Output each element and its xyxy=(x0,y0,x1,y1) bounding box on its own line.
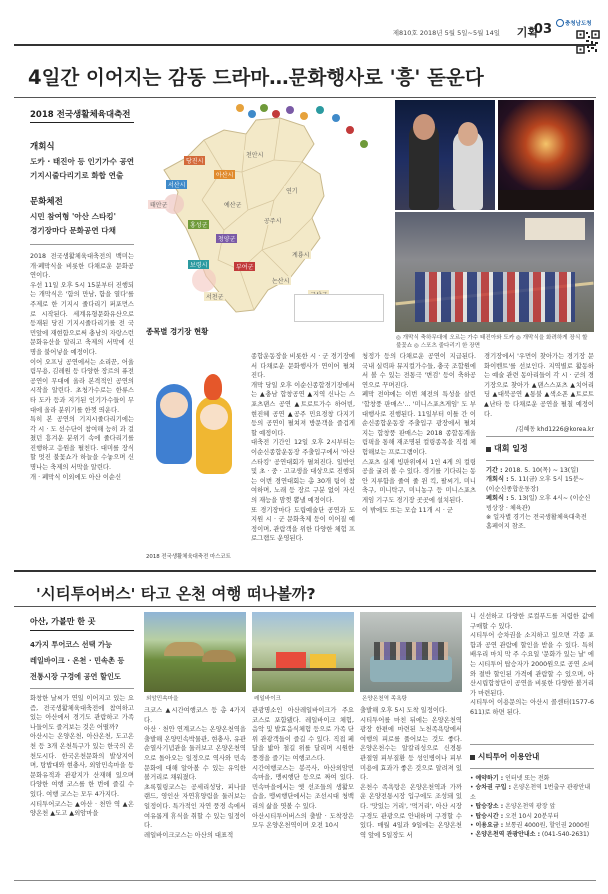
logo-text: 충청남도청 xyxy=(565,21,592,27)
qr-code-icon xyxy=(576,30,600,54)
headline-rule xyxy=(14,97,596,98)
info-value: 보통권 4000원, 할인권 2000원 xyxy=(505,822,590,830)
mascot-illustration xyxy=(144,344,244,544)
kicker-2: 아산, 가볼만 한 곳 xyxy=(30,617,96,626)
map-caption: 종목별 경기장 현황 xyxy=(146,327,209,336)
sport-icon xyxy=(286,106,294,114)
info-item: • 이용요금 : 보통권 4000원, 할인권 2000원 xyxy=(470,822,590,830)
schedule-label: 개회식 : xyxy=(486,476,509,484)
map-label: 청양군 xyxy=(218,236,236,243)
info-list xyxy=(470,774,594,840)
info-title-rule xyxy=(470,768,594,769)
body-text-2-col-1: 화창한 날씨가 연일 이어지고 있는 요즘, 전국생활체육대축전에 참여하고 있는 아산에서 경기도 관람하고 가족나들이도 즐겨보는 것은 어떨까? 아산시는 온양온천, 아산온천, 도고온천 등 3개 온천특구가 있는 한국의 온천도시다. 한국온천문화의 발상지이며, 탕밥대와 현충사, 외암민속마을 등 문화유적과 관광지가 산재해 있으며 다양한 여행 코스를 한 번에 즐길 수 있다. 여행 코스는 모두 4가지다. 시티투어코스는 ▲아산 · 천안 역 ▲온양온천 ▲도고 ▲외암마을 xyxy=(30,695,134,818)
sport-icon xyxy=(236,104,244,112)
subhead-2-rule xyxy=(30,688,134,689)
sport-icon xyxy=(300,112,308,120)
thatched-roof xyxy=(202,650,236,662)
schedule-value: 5. 11(금) 오후 5시 15분~ (이순신종합운동장) xyxy=(486,476,584,493)
thatched-roof xyxy=(164,642,204,656)
page-header xyxy=(14,22,596,44)
info-label: 이용요금 : xyxy=(475,822,504,830)
subhead-opening-line: 도카 · 태진아 등 인기가수 공연 xyxy=(30,157,135,166)
map-label: 아산시 xyxy=(216,172,234,179)
stage-silhouette xyxy=(498,190,594,210)
subhead-culture: 문화체전 xyxy=(30,197,63,207)
info-label: 온양온천역 관광안내소 : xyxy=(475,831,540,839)
schedule-list xyxy=(486,466,594,532)
sport-icon xyxy=(346,126,354,134)
schedule-title-rule xyxy=(486,436,594,437)
sport-icon xyxy=(260,104,268,112)
photo-foot-bath xyxy=(360,612,462,692)
mascot-flame xyxy=(204,374,222,400)
body-text-col-2: 종합운동장을 비롯한 시 · 군 경기장에서 다채로운 문화행사가 연이어 펼쳐진다. 개막 당일 오후 이순신종합경기장에서는 ▲충남 합창공연 ▲지역 신나는 스포츠댄스 공연 ▲트로트가수 하어빈, 현진혜 공연 ▲공주 민요경창 다지기 등의 공연이 펼쳐져 방문객을 즐겁게 할 예정이다. 대축전 기간인 12일 오후 2시부터는 이순신종합운동장 주출입구에서 '아산 스타킹' 공연대회가 펼쳐진다. 일반인 및 초 · 중 · 고교생을 대상으로 진행되는 이번 경연대회는 총 30개 팀이 참여하며, 노래 등 장르 구분 없이 자신의 재능을 맘껏 뽐낼 예정이다. 또 경기장마다 도립예술단 공연과 도 지원 시 · 군 문화축제 등이 이어질 예정이며, 관람객을 위한 다양한 체험 프로그램도 운영된다. xyxy=(251,353,355,543)
subhead-opening: 개회식 xyxy=(30,142,55,152)
info-value: (041-540-2631) xyxy=(541,831,590,839)
rail-bike xyxy=(276,652,306,668)
schedule-value: 2018. 5. 10(목) ~ 13(일) xyxy=(504,467,579,474)
bottom-rule xyxy=(14,880,596,881)
schedule-item xyxy=(486,475,594,494)
photo-singers xyxy=(395,100,495,210)
publisher-logo xyxy=(556,16,596,30)
photo-oeam-village xyxy=(144,612,246,692)
sport-icon xyxy=(272,110,280,118)
info-item: • 탑승장소 : 온양온천역 광장 앞 xyxy=(470,803,556,811)
info-value: 온양온천역 1번출구 관광안내소 xyxy=(470,784,591,801)
logo-icon xyxy=(556,19,564,27)
subhead-opening-line: 기지시줄다리기로 화합 연출 xyxy=(30,171,124,180)
visitors xyxy=(374,642,448,660)
sport-icons xyxy=(236,104,386,164)
tour-info-box xyxy=(470,744,594,876)
body-text-2-col-2: 크코스 ▲시간여행코스 등 총 4가지다. 아산 · 천안 연계코스는 온양온천역을 출발해 온양민속박물관, 현충사, 유관순열사기념관을 둘러보고 온양온천역으로 돌아오는 일정으로 역사와 민속문화에 대해 알아볼 수 있는 유익한 볼거리로 채워졌다. 초록힐링코스는 공세리성당, 피나클랜드, 영인산 자연휴양림을 둘러보는 일정이다. 특가적인 자연 풍경 속에서 여유롭게 휴식을 취할 수 있는 일정이다. 레일바이크코스는 아산의 대표적 xyxy=(144,707,246,839)
rail-bike xyxy=(310,654,336,668)
byline: /김혜동 khd1226@korea.kr xyxy=(515,426,594,433)
body-text-2-col-3: 관광명소인 아산레일바이크가 주요 코스로 포함됐다. 레일바이크 체험, 음악 및 발효음식체험 등으로 가족 단위 관광객들이 즐길 수 있다. 직접 페달을 밟아 철길 위를 달리며 시원한 풍경을 즐기는 여행코스다. 시간여행코스는 봉곡사, 아산외암민속마을, 맹씨행단 등으로 짜여 있다. 민속마을에서는 옛 선조들의 생활모습을, 맹씨행단에서는 조선시대 청백리의 삶을 엿볼 수 있다. 아산시티투어버스의 출발 · 도착장은 모두 온양온천역이며 오전 10시 xyxy=(252,707,354,830)
map-label: 서천군 xyxy=(206,294,224,301)
subhead-culture-line: 경기장마다 문화공연 다채 xyxy=(30,226,116,235)
map-label: 계룡시 xyxy=(292,252,310,259)
sport-icon xyxy=(332,114,340,122)
info-bullet-icon xyxy=(470,755,475,760)
map-label: 태안군 xyxy=(150,202,168,209)
kicker-rule xyxy=(30,122,134,123)
schedule-label: 기간 : xyxy=(486,467,503,474)
subhead-culture-line: 시민 참여형 '아산 스타킹' xyxy=(30,212,116,221)
mascot-caption: 2018 전국생활체육대축전 마스코트 xyxy=(146,554,231,560)
info-label: 탑승장소 : xyxy=(475,803,504,811)
photo-tug-of-war xyxy=(395,212,594,332)
mascot-blue-face xyxy=(160,392,188,418)
sport-icon xyxy=(316,106,324,114)
map-label: 예산군 xyxy=(224,202,242,209)
body-text-2-col-5: 니 신선하고 다양한 로컬푸드를 저렴한 값에 구매할 수 있다. 시티투어 승차권을 소지하고 있으면 각종 포함과 공연 관람에 할인을 받을 수 있다. 특히 배우리 마치 막 주 수요일 '문화가 있는 날' 에는 시티투어 탑승자가 2000원으로 공연 소비와 절반 할인된 가격에 관람할 수 있으며, 아산시립합창단이 공연을 비롯한 다양한 볼거리가 마련된다. 시티투어 이용문의는 아산시 콜센터(1577-6611)로 하면 된다. xyxy=(470,613,594,716)
map-label: 당진시 xyxy=(186,158,204,165)
body-text-col-4: 경기장에서 '우먼이 찾아가는 경기장 문화이벤트'를 선보인다. 지역별로 활동하는 예술 관련 동아리들이 각 시 · 군의 경기장으로 찾아가 ▲댄스스포츠 ▲치어리딩 ▲대북공연 ▲통불 ▲색소폰 ▲트로트 ▲난타 등 다채로운 공연을 펼칠 예정이다. xyxy=(484,353,594,418)
body-text-col-1: 2018 전국생활체육대축전의 백미는 개·폐막식을 비롯한 다채로운 문화공연이다. 우선 11일 오후 5시 15분부터 진행되는 개막식은 '함의 만남, 함을 열다'를 주제로 한 기지시 줄다리기 퍼포먼스로 시작된다. 세계유형문화유산으로 등재된 당진 기지시줄다리기를 전 국민앞에 재현함으로써 충남의 자랑스런 문화유산을 알리고 축제의 서막에 신명을 불어넣을 예정이다. 이어 오프닝 공연에서는 소리꾼, 어울림무용, 김레원 등 다양한 장르의 퓨전공연이 무대에 올라 본격적인 공연의 시작을 알린다. 초청가수로는 한류스타 도카 등과 지기된 인기가수들이 무대에 올라 분위기를 한껏 띄운다. 특히 본 공연의 기지시줄다리기에는 각 시 · 도 선수단이 참여해 능히 과 걸쳤던 흥겨운 분위기 속에 줄다리기를 진행하고 응원을 펼친다. 대미를 장식할 멋진 불꽃쇼가 하늘을 수놓으며 신명나는 축제의 서막을 알린다. 개 · 폐막식 이외에도 아산 이순신 xyxy=(30,253,134,481)
map-label: 연기 xyxy=(286,188,298,195)
athletes xyxy=(415,272,575,322)
schedule-item xyxy=(486,466,594,475)
map-label: 논산시 xyxy=(272,278,290,285)
schedule-title: 대회 일정 xyxy=(494,444,528,453)
photo-rail-bike xyxy=(252,612,354,692)
venue-map xyxy=(144,100,390,336)
rail-track xyxy=(252,668,354,671)
schedule-item xyxy=(486,494,594,513)
mascot-yellow-face xyxy=(200,404,228,430)
map-label: 홍성군 xyxy=(190,222,208,229)
info-value: 인터넷 또는 전화 xyxy=(505,775,550,782)
info-item: • 온양온천역 관광안내소 : (041-540-2631) xyxy=(470,831,590,839)
info-label: 탑승시간 : xyxy=(475,812,504,820)
schedule-box xyxy=(486,432,594,564)
issue-info: 제810호 2018년 5월 5일~5월 14일 xyxy=(392,29,500,37)
legend-box xyxy=(294,294,384,322)
headline-2: '시티투어버스' 타고 온천 여행 떠나볼까? xyxy=(36,585,316,603)
schedule-bullet-icon xyxy=(486,447,491,452)
kicker-1: 2018 전국생활체육대축전 xyxy=(30,110,131,120)
map-label: 보령시 xyxy=(190,262,208,269)
sport-icon xyxy=(248,110,256,118)
info-label: 승차권 구입 : xyxy=(475,784,512,792)
map-label: 천안시 xyxy=(246,152,264,159)
map-label: 부여군 xyxy=(236,264,254,271)
info-title: 시티투어 이용안내 xyxy=(478,752,540,761)
info-value: 온양온천역 광장 앞 xyxy=(505,803,556,811)
subhead-tour-line: 4가지 투어코스 선택 가능 xyxy=(30,640,112,649)
photo-3-caption: 온양온천역 족욕탕 xyxy=(362,696,408,702)
body-text-2-col-4: 출발해 오후 5시 도착 일정이다. 시티투어를 마친 뒤에는 온양온천역 광장 한편에 마련된 노천족욕탕에서 여행의 피로를 풀어보는 것도 좋다. 온양온천수는 알칼리성으로 신경통 관절염 피부질환 등 성인병이나 피부미용에 효과가 좋은 것으로 알려져 있다. 온천수 족욕탕은 온양온천역과 가까운 온양전통시장 입구에도 조성돼 있다. '맛있는 거리', '먹거리', 아산 시장 구경도 관광으로 안내하며 구경할 수 있다. 매월 4일과 9일에는 온양온천역 앞에 5일장도 서 xyxy=(360,707,462,839)
photo-2-caption: 레일바이크 xyxy=(254,696,282,702)
photo-caption-1: ◎ 개막식 축하무대에 오르는 가수 태진아와 도카 ◎ 개막식을 화려하게 장식 할 불꽃쇼 ◎ 스포츠 줄다리기 한 장면 xyxy=(396,335,588,349)
info-title-rule xyxy=(470,744,594,745)
schedule-value: 5. 13(일) 오후 4시~ (이순신빙상장 · 체육관) xyxy=(486,495,591,512)
info-item: • 탑승시간 : 오전 10시 20분부터 xyxy=(470,812,559,820)
schedule-item xyxy=(486,513,594,532)
photo-fireworks xyxy=(498,100,594,210)
schedule-note: ※ 일자별 경기는 전국생활체육대축전 홈페이지 참조. xyxy=(486,514,587,531)
schedule-title-rule xyxy=(486,460,594,461)
schedule-label: 폐회식 : xyxy=(486,495,509,503)
map-label: 공주시 xyxy=(264,218,282,225)
page-number: 03 xyxy=(533,22,552,37)
body-text-col-3: 청정가 등의 다채로운 공연이 지급된다. 국내 실력파 뮤지컬가수들, 충국 조합원에서 볼 수 있는 전통극 '변검' 등이 축하공연으로 꾸며진다. 폐막 전야에는 이번 체전의 특성을 살린 '합창풍 판매스'... '미니스포츠게임' 도 부대행사로 진행된다. 11일부터 이틀 간 이순신종합운동장 주출입구 광장에서 펼쳐지는 합창풍 판매스는 2018 종합동계올림픽을 통해 재조명된 컬링종목을 직접 체험해보는 프로그램이다. 스포츠 실제 빙판위에서 1인 4게 의 컬링공을 굴려 볼 수 있다. 경기를 기다리는 동안 지루함을 줄여 줄 윈 킥, 팔씨기, 미니축구, 미니탁구, 미니농구 등 미니스포츠 게임 기구도 경기장 곳곳에 설치된다. 이 밖에도 또는 모습 11개 시 · 군 xyxy=(362,353,476,514)
story-divider xyxy=(14,570,596,572)
info-item: • 예약하기 : 인터넷 또는 전화 xyxy=(470,775,550,782)
kicker-2-rule xyxy=(30,630,134,631)
banner xyxy=(525,218,585,240)
info-label: 예약하기 : xyxy=(475,775,504,782)
headline-1: 4일간 이어지는 감동 드라마…문화행사로 '흥' 돋운다 xyxy=(28,66,484,89)
sport-icon xyxy=(360,140,368,148)
map-label: 서산시 xyxy=(168,182,186,189)
header-rule xyxy=(14,44,596,46)
section-name: 기획 xyxy=(516,26,538,39)
subhead-rule xyxy=(30,244,134,245)
photo-1-caption: 외암민속마을 xyxy=(146,696,179,702)
info-item: • 승차권 구입 : 온양온천역 1번출구 관광안내소 xyxy=(470,784,591,801)
singer-face xyxy=(458,122,478,146)
subhead-tour-line: 전통시장 구경에 공연 할인도 xyxy=(30,672,121,681)
subhead-tour-line: 레일바이크 · 온천 · 민속촌 등 xyxy=(30,656,125,665)
info-value: 오전 10시 20분부터 xyxy=(505,812,559,820)
singer-face xyxy=(413,114,435,140)
headline-2-rule xyxy=(14,606,596,607)
